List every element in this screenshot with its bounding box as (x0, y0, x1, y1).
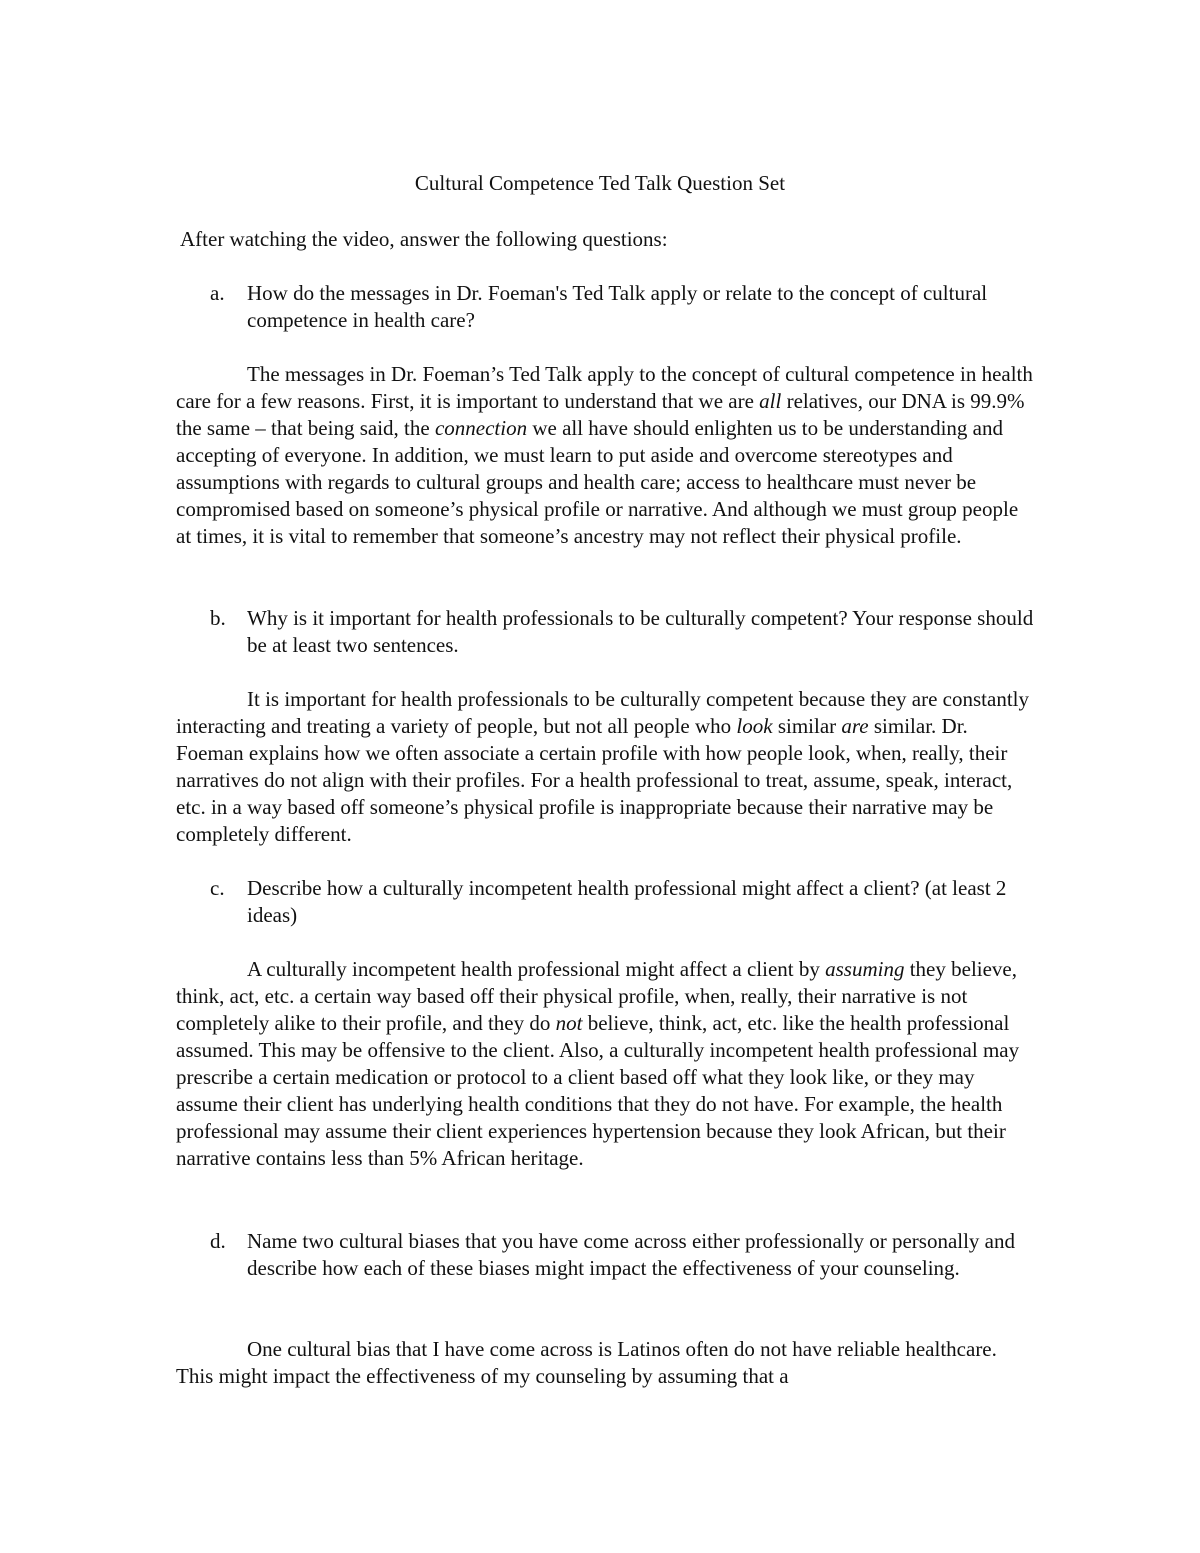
question-text: Describe how a culturally incompetent health professional might affect a client? (at least 2 ideas) (247, 876, 1007, 927)
question-text: Why is it important for health professionals to be culturally competent? Your response should be at least two sentences. (247, 606, 1034, 657)
question-marker: c. (210, 876, 225, 900)
question-b (176, 605, 1036, 659)
answer-c: A culturally incompetent health professional might affect a client by assuming they believe, think, act, etc. a certain way based off their physical profile, when, really, their narrative is not completely alike to their profile, and they do not believe, think, act, etc. like the health professional assumed. This may be offensive to the client. Also, a culturally incompetent health professional may prescribe a certain medication or protocol to a client based off what they look like, or they may assume their client has underlying health conditions that they do not have. For example, the health professional may assume their client experiences hypertension because they look African, but their narrative contains less than 5% African heritage. (176, 957, 1020, 1170)
document-title: Cultural Competence Ted Talk Question Set (414, 171, 786, 195)
question-marker: d. (210, 1229, 226, 1253)
question-text: How do the messages in Dr. Foeman's Ted Talk apply or relate to the concept of cultural competence in health care? (247, 281, 988, 332)
answer-a: The messages in Dr. Foeman’s Ted Talk apply to the concept of cultural competence in health care for a few reasons. First, it is important to understand that we are all relatives, our DNA is 99.9% the same – that being said, the connection we all have should enlighten us to be understanding and accepting of everyone. In addition, we must learn to put aside and overcome stereotypes and assumptions with regards to cultural groups and health care; access to healthcare must never be compromised based on someone’s physical profile or narrative. And although we must group people at times, it is vital to remember that someone’s ancestry may not reflect their physical profile. (176, 362, 1033, 548)
question-d (176, 1228, 1036, 1282)
question-marker: a. (210, 281, 225, 305)
question-a (176, 280, 1036, 334)
answer-b: It is important for health professionals to be culturally competent because they are constantly interacting and treating a variety of people, but not all people who look similar are similar. Dr. Foeman explains how we often associate a certain profile with how people look, when, really, their narratives do not align with their profiles. For a health professional to treat, assume, speak, interact, etc. in a way based off someone’s physical profile is inappropriate because their narrative may be completely different. (176, 687, 1030, 846)
question-marker: b. (210, 606, 226, 630)
answer-d: One cultural bias that I have come across is Latinos often do not have reliable healthcare. This might impact the effectiveness of my counseling by assuming that a (176, 1337, 997, 1388)
question-text: Name two cultural biases that you have come across either professionally or personally and describe how each of these biases might impact the effectiveness of your counseling. (247, 1229, 1016, 1280)
instructions-text: After watching the video, answer the following questions: (180, 227, 668, 251)
question-c (176, 875, 1036, 929)
